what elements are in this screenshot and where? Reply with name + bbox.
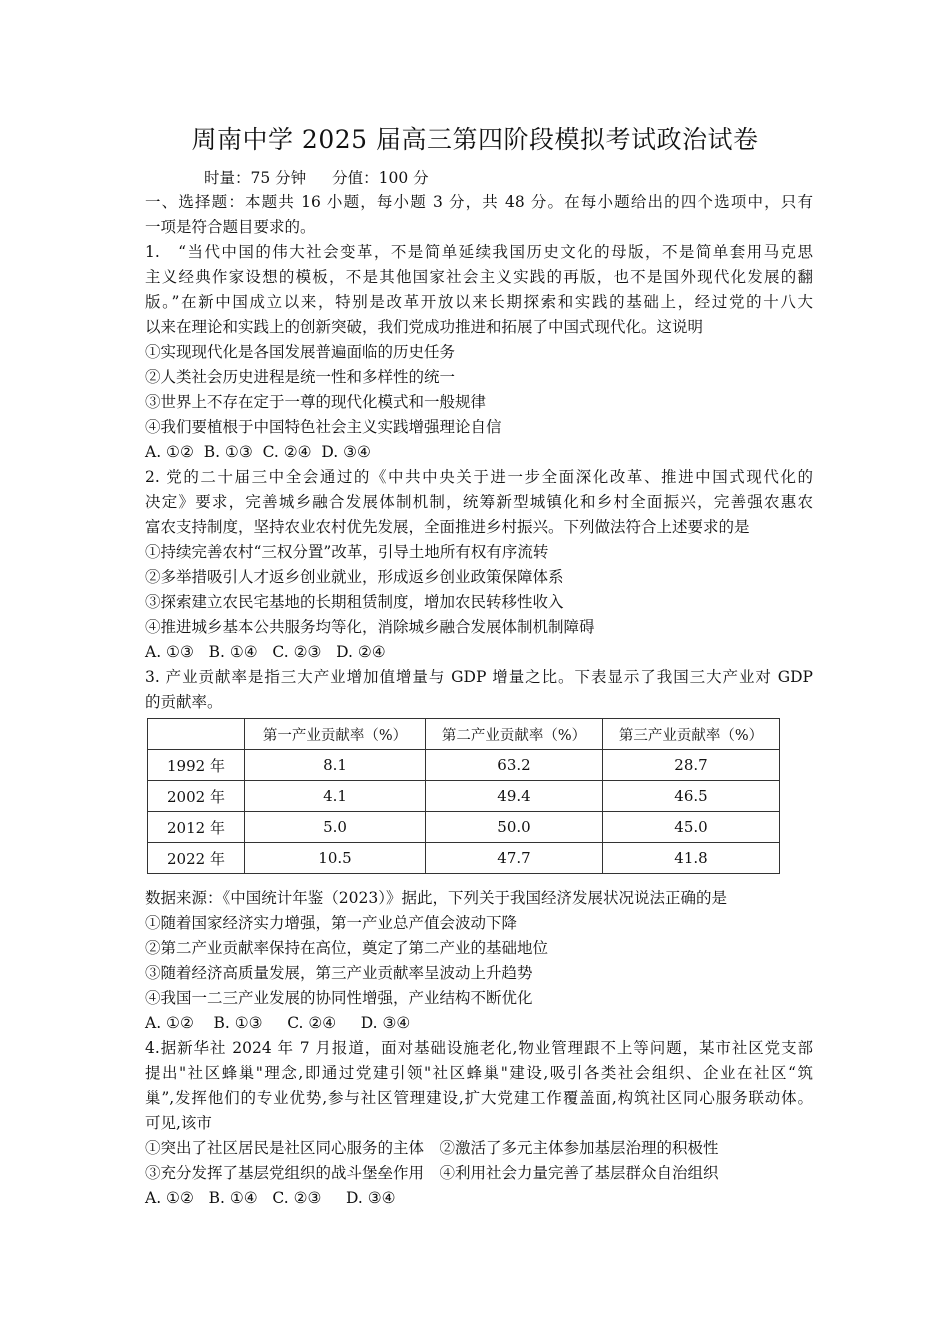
table-cell: 8.1 bbox=[245, 750, 426, 781]
q2-stem-line: 决定》要求，完善城乡融合发展体制机制，统筹新型城镇化和乡村全面振兴，完善强农惠农 bbox=[145, 493, 813, 511]
q4-options: A. ①② B. ①④ C. ②③ D. ③④ bbox=[145, 1189, 396, 1207]
q3-source: 数据来源：《中国统计年鉴（2023）》据此，下列关于我国经济发展状况说法正确的是 bbox=[145, 889, 727, 907]
contribution-table bbox=[147, 718, 780, 874]
q1-item: ①实现现代化是各国发展普遍面临的历史任务 bbox=[145, 343, 456, 361]
table-cell: 4.1 bbox=[245, 781, 426, 812]
q4-item: ①突出了社区居民是社区同心服务的主体 ②激活了多元主体参加基层治理的积极性 bbox=[145, 1139, 719, 1157]
table-cell: 10.5 bbox=[245, 843, 426, 874]
q4-stem-line: 4.据新华社 2024 年 7 月报道，面对基础设施老化,物业管理跟不上等问题，某市社区党支部 bbox=[145, 1039, 813, 1057]
q3-options: A. ①② B. ①③ C. ②④ D. ③④ bbox=[145, 1014, 411, 1032]
q3-stem-line: 的贡献率。 bbox=[145, 693, 223, 711]
q2-item: ③探索建立农民宅基地的长期租赁制度，增加农民转移性收入 bbox=[145, 593, 564, 611]
q3-stem-line: 3. 产业贡献率是指三大产业增加值增量与 GDP 增量之比。下表显示了我国三大产业对 GDP bbox=[145, 668, 813, 686]
q1-stem-line: 以来在理论和实践上的创新突破，我们党成功推进和拓展了中国式现代化。这说明 bbox=[145, 318, 704, 336]
q4-stem-line: 提出"社区蜂巢"理念,即通过党建引领"社区蜂巢"建设,吸引各类社会组织、企业在社区“筑 bbox=[145, 1064, 813, 1082]
q2-item: ①持续完善农村“三权分置”改革，引导土地所有权有序流转 bbox=[145, 543, 549, 561]
table-cell-year: 2002 年 bbox=[148, 781, 245, 812]
questions-part-1 bbox=[145, 190, 813, 715]
exam-time: 时量：75 分钟 bbox=[204, 169, 307, 187]
table-cell: 28.7 bbox=[603, 750, 780, 781]
table-header-cell bbox=[148, 719, 245, 750]
table-cell: 41.8 bbox=[603, 843, 780, 874]
table-cell: 49.4 bbox=[426, 781, 603, 812]
q1-item: ③世界上不存在定于一尊的现代化模式和一般规律 bbox=[145, 393, 487, 411]
table-cell: 63.2 bbox=[426, 750, 603, 781]
q1-stem-line: 版。”在新中国成立以来，特别是改革开放以来长期探索和实践的基础上，经过党的十八大 bbox=[145, 293, 813, 311]
table-cell: 5.0 bbox=[245, 812, 426, 843]
table-header-cell: 第一产业贡献率（%） bbox=[245, 719, 426, 750]
q1-stem-line: 主义经典作家设想的模板，不是其他国家社会主义实践的再版，也不是国外现代化发展的翻 bbox=[145, 268, 813, 286]
q1-item: ④我们要植根于中国特色社会主义实践增强理论自信 bbox=[145, 418, 502, 436]
q2-options: A. ①③ B. ①④ C. ②③ D. ②④ bbox=[145, 643, 386, 661]
q1-options: A. ①② B. ①③ C. ②④ D. ③④ bbox=[145, 443, 371, 461]
table-cell: 50.0 bbox=[426, 812, 603, 843]
table-header-cell: 第三产业贡献率（%） bbox=[603, 719, 780, 750]
questions-part-2 bbox=[145, 886, 813, 1211]
q3-item: ①随着国家经济实力增强，第一产业总产值会波动下降 bbox=[145, 914, 518, 932]
table-row bbox=[148, 750, 780, 781]
table-cell-year: 2012 年 bbox=[148, 812, 245, 843]
table-cell: 45.0 bbox=[603, 812, 780, 843]
q2-item: ④推进城乡基本公共服务均等化，消除城乡融合发展体制机制障碍 bbox=[145, 618, 595, 636]
table-row bbox=[148, 781, 780, 812]
q4-item: ③充分发挥了基层党组织的战斗堡垒作用 ④利用社会力量完善了基层群众自治组织 bbox=[145, 1164, 719, 1182]
q2-stem-line: 2. 党的二十届三中全会通过的《中共中央关于进一步全面深化改革、推进中国式现代化的 bbox=[145, 468, 813, 486]
q4-stem-line: 巢”,发挥他们的专业优势,参与社区管理建设,扩大党建工作覆盖面,构筑社区同心服务联动体。 bbox=[145, 1089, 813, 1107]
table-cell: 47.7 bbox=[426, 843, 603, 874]
table-cell-year: 2022 年 bbox=[148, 843, 245, 874]
exam-score: 分值：100 分 bbox=[332, 169, 429, 187]
instruction-line: 一项是符合题目要求的。 bbox=[145, 218, 316, 236]
q3-item: ②第二产业贡献率保持在高位，奠定了第二产业的基础地位 bbox=[145, 939, 549, 957]
q2-item: ②多举措吸引人才返乡创业就业，形成返乡创业政策保障体系 bbox=[145, 568, 564, 586]
table-cell: 46.5 bbox=[603, 781, 780, 812]
table-header-row bbox=[148, 719, 780, 750]
instruction-line: 一、选择题：本题共 16 小题，每小题 3 分，共 48 分。在每小题给出的四个选项中，只有 bbox=[145, 193, 813, 211]
table-row bbox=[148, 843, 780, 874]
q2-stem-line: 富农支持制度，坚持农业农村优先发展，全面推进乡村振兴。下列做法符合上述要求的是 bbox=[145, 518, 750, 536]
q4-stem-line: 可见,该市 bbox=[145, 1114, 212, 1132]
table-header-cell: 第二产业贡献率（%） bbox=[426, 719, 603, 750]
q3-item: ③随着经济高质量发展，第三产业贡献率呈波动上升趋势 bbox=[145, 964, 533, 982]
exam-title: 周南中学 2025 届高三第四阶段模拟考试政治试卷 bbox=[191, 125, 759, 154]
table-row bbox=[148, 812, 780, 843]
q3-item: ④我国一二三产业发展的协同性增强，产业结构不断优化 bbox=[145, 989, 533, 1007]
q1-item: ②人类社会历史进程是统一性和多样性的统一 bbox=[145, 368, 456, 386]
q1-stem-line: 1. “当代中国的伟大社会变革，不是简单延续我国历史文化的母版，不是简单套用马克思 bbox=[145, 243, 813, 261]
exam-meta bbox=[204, 166, 429, 190]
table-cell-year: 1992 年 bbox=[148, 750, 245, 781]
